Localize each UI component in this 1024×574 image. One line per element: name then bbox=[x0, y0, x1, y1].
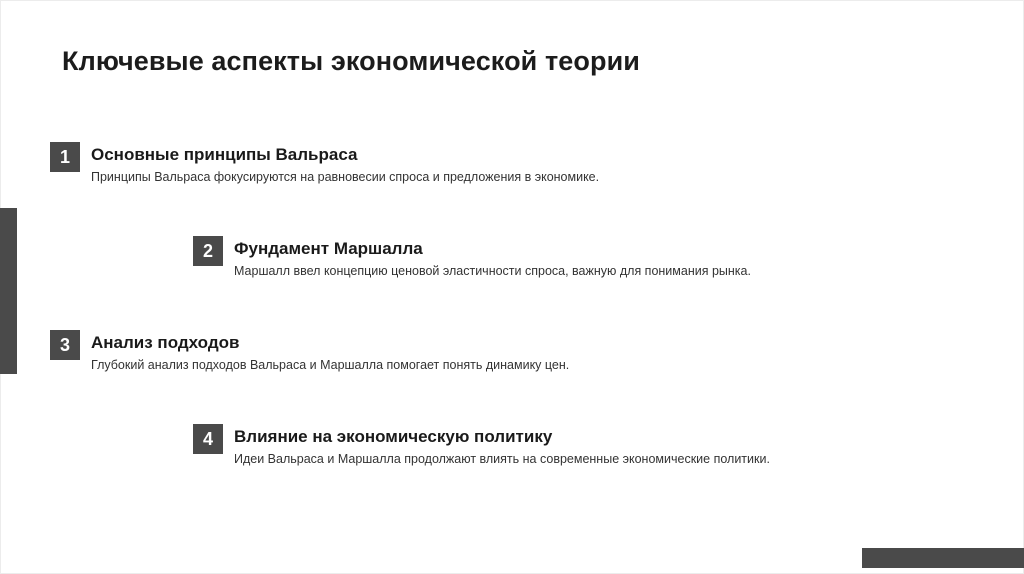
item-heading: Анализ подходов bbox=[91, 333, 240, 352]
bottom-accent-bar bbox=[862, 548, 1024, 568]
item-number-badge: 2 bbox=[193, 236, 223, 266]
item-description: Принципы Вальраса фокусируются на равновесии спроса и предложения в экономике. bbox=[91, 170, 600, 184]
item-description: Маршалл ввел концепцию ценовой эластичности спроса, важную для понимания рынка. bbox=[234, 264, 751, 278]
item-description: Идеи Вальраса и Маршалла продолжают влиять на современные экономические политики. bbox=[234, 452, 770, 466]
item-description: Глубокий анализ подходов Вальраса и Маршалла помогает понять динамику цен. bbox=[91, 358, 570, 372]
item-number-badge: 3 bbox=[50, 330, 80, 360]
item-number-badge: 4 bbox=[193, 424, 223, 454]
item-heading: Фундамент Маршалла bbox=[234, 239, 423, 258]
slide-title: Ключевые аспекты экономической теории bbox=[62, 46, 640, 76]
item-heading: Влияние на экономическую политику bbox=[234, 427, 553, 446]
item-heading: Основные принципы Вальраса bbox=[91, 145, 358, 164]
left-accent-bar bbox=[0, 208, 17, 374]
item-number-badge: 1 bbox=[50, 142, 80, 172]
